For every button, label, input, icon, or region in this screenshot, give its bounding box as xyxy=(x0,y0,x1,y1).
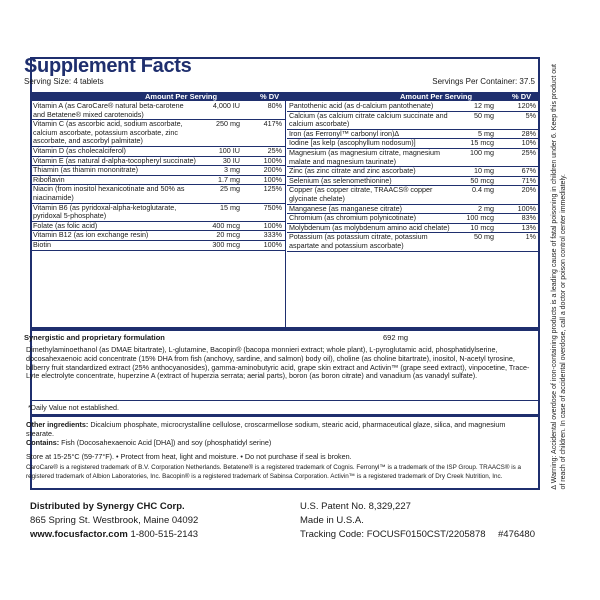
nutrient-dv: 25% xyxy=(521,147,536,157)
nutrient-dv: 100% xyxy=(263,220,282,230)
nutrient-name: Magnesium (as magnesium citrate, magnesium malate and magnesium taurinate) xyxy=(289,147,440,166)
nutrient-amount: 50 mg xyxy=(474,232,494,242)
table-row xyxy=(287,149,539,167)
patent: U.S. Patent No. 8,329,227 xyxy=(300,501,411,512)
table-row xyxy=(287,112,539,130)
other-label: Other ingredients: xyxy=(26,420,89,429)
nutrient-dv: 100% xyxy=(263,239,282,249)
nutrient-name: Calcium (as calcium citrate calcium succinate and calcium ascorbate) xyxy=(289,110,448,129)
column-divider xyxy=(285,101,286,327)
nutrient-amount: 100 IU xyxy=(218,145,240,155)
nutrient-name: Vitamin C (as ascorbic acid, sodium ascorbate, calcium ascorbate, potassium ascorbate, zinc ascorbate, and ascorbyl palmitate) xyxy=(33,119,183,146)
nutrient-amount: 100 mg xyxy=(470,147,494,157)
nutrient-dv: 100% xyxy=(263,174,282,184)
nutrient-amount: 4,000 IU xyxy=(212,101,240,110)
other-ingredients xyxy=(26,421,532,447)
nutrient-amount: 25 mg xyxy=(220,184,240,194)
phone: 1-800-515-2143 xyxy=(127,529,199,540)
nutrient-name: Vitamin B6 (as pyridoxal-alpha-ketoglutarate, pyridoxal 5-phosphate) xyxy=(33,202,177,221)
table-row xyxy=(31,241,285,251)
other-text: Dicalcium phosphate, microcrystalline cellulose, croscarmellose sodium, stearic acid, pharmaceutical glaze, silica, and magnesium stearate. xyxy=(26,420,506,438)
table-row xyxy=(287,233,539,251)
nutrient-amount: 100 mcg xyxy=(466,213,494,223)
nutrient-dv: 10% xyxy=(521,138,536,148)
proprietary-ingredients: Dimethylaminoethanol (as DMAE bitartrate), L-glutamine, Bacopin® (bacopa monnieri extract; whole plant), L-pyroglutamic acid, phosphatidylserine, docosahexaenoic acid concentrate (15% DHA from fish (anchovy, sardine, and salmon) body oil), choline (as choline bitartrate), inositol, N-acetyl tyrosine, bilberry fruit standardized extract (25% anthocyanosides), gamma-aminobutyric acid, grape skin extract and Activin™ (grape seed extract), vinpocetine, Trace-Lyte electrolyte concentrate, huperzine A (extract of huperzia serrata; aerial parts), boron (as boron citrate) and vanadium (as vanadyl sulfate). xyxy=(26,345,530,381)
contains-label: Contains: xyxy=(26,437,60,447)
nutrient-amount: 15 mg xyxy=(220,202,240,212)
nutrient-name: Manganese (as manganese citrate) xyxy=(289,203,403,213)
nutrient-dv: 1% xyxy=(525,232,536,242)
nutrient-amount: 400 mcg xyxy=(212,220,240,230)
nutrient-amount: 10 mg xyxy=(474,166,494,176)
nutrient-amount: 1.7 mg xyxy=(218,174,240,184)
nutrient-dv: 100% xyxy=(517,203,536,213)
nutrient-name: Biotin xyxy=(33,239,51,249)
daily-value-note: *Daily Value not established. xyxy=(28,403,119,412)
left-dv-header: % DV xyxy=(260,92,280,101)
panel-title: Supplement Facts xyxy=(24,55,192,77)
nutrient-name: Selenium (as selenomethionine) xyxy=(289,175,392,185)
nutrient-amount: 2 mg xyxy=(478,203,494,213)
nutrient-amount: 250 mg xyxy=(216,119,240,129)
nutrient-name: Pantothenic acid (as d-calcium pantothenate) xyxy=(289,101,434,110)
nutrient-amount: 50 mg xyxy=(474,110,494,120)
table-row xyxy=(287,186,539,204)
section-bar xyxy=(30,327,540,331)
nutrient-dv: 20% xyxy=(521,185,536,195)
table-row xyxy=(31,166,285,176)
right-amount-header: Amount Per Serving xyxy=(400,92,473,101)
distributor-block xyxy=(30,500,300,542)
table-row xyxy=(31,231,285,241)
nutrient-name: Vitamin E (as natural d-alpha-tocopheryl succinate) xyxy=(33,155,196,165)
nutrient-name: Vitamin A (as CaroCare® natural beta-carotene and Betatene® mixed carotenoids) xyxy=(33,101,184,119)
nutrient-amount: 300 mcg xyxy=(212,239,240,249)
trademark-notes: CaroCare® is a registered trademark of B.V. Corporation Netherlands. Betatene® is a registered trademark of Cognis. Ferronyl™ is a trademark of the ISP Group. TRAACS® is a registered trademark of Albion Laboratories, Inc. Bacopin® is a registered trademark of Sabinsa Corporation. Activin™ is a registered trademark of Dry Creek Nutrition, Inc. xyxy=(26,464,522,480)
servings-per-container: Servings Per Container: 37.5 xyxy=(432,77,535,86)
nutrient-name: Thiamin (as thiamin mononitrate) xyxy=(33,165,139,175)
proprietary-title: Synergistic and proprietary formulation xyxy=(24,333,165,342)
table-row xyxy=(31,185,285,203)
nutrient-name: Molybdenum (as molybdenum amino acid chelate) xyxy=(289,222,450,232)
warning-strip xyxy=(540,57,580,490)
made-in: Made in U.S.A. xyxy=(300,515,364,526)
right-nutrient-table xyxy=(287,102,539,252)
nutrient-amount: 12 mg xyxy=(474,101,494,110)
nutrient-dv: 5% xyxy=(525,110,536,120)
nutrient-dv: 417% xyxy=(263,119,282,129)
nutrient-dv: 28% xyxy=(521,128,536,138)
nutrient-name: Vitamin D (as cholecalciferol) xyxy=(33,145,126,155)
nutrient-name: Iron (as Ferronyl™ carbonyl iron)∆ xyxy=(289,128,399,138)
nutrient-amount: 50 mcg xyxy=(470,175,494,185)
nutrient-name: Iodine [as kelp (ascophyllum nodosum)] xyxy=(289,138,416,148)
nutrient-dv: 120% xyxy=(517,101,536,110)
storage-note: Store at 15-25°C (59-77°F). • Protect from heat, light and moisture. • Do not purchase if seal is broken. xyxy=(26,452,352,461)
nutrient-name: Folate (as folic acid) xyxy=(33,220,98,230)
nutrient-dv: 71% xyxy=(521,175,536,185)
contains-text: Fish (Docosahexaenoic Acid [DHA]) and soy (phosphatidyl serine) xyxy=(61,437,272,447)
tracking-code: Tracking Code: FOCUSF0150CST/2205878 xyxy=(300,529,486,540)
nutrient-name: Riboflavin xyxy=(33,174,65,184)
nutrient-dv: 80% xyxy=(267,101,282,110)
nutrient-name: Chromium (as chromium polynicotinate) xyxy=(289,213,417,223)
nutrient-name: Potassium (as potassium citrate, potassium aspartate and potassium ascorbate) xyxy=(289,232,428,250)
nutrient-dv: 83% xyxy=(521,213,536,223)
nutrient-amount: 10 mcg xyxy=(470,222,494,232)
nutrient-dv: 100% xyxy=(263,155,282,165)
left-amount-header: Amount Per Serving xyxy=(145,92,218,101)
nutrient-name: Copper (as copper citrate, TRAACS® copper glycinate chelate) xyxy=(289,185,433,203)
table-row xyxy=(31,204,285,222)
nutrient-amount: 3 mg xyxy=(224,165,240,175)
website-link[interactable]: www.focusfactor.com xyxy=(30,529,128,540)
serving-size: Serving Size: 4 tablets xyxy=(24,77,104,86)
dv-divider xyxy=(30,400,540,401)
nutrient-amount: 15 mcg xyxy=(470,138,494,148)
nutrient-dv: 25% xyxy=(267,145,282,155)
right-dv-header: % DV xyxy=(512,92,532,101)
nutrient-dv: 333% xyxy=(263,230,282,240)
nutrient-name: Vitamin B12 (as ion exchange resin) xyxy=(33,230,149,240)
nutrient-dv: 200% xyxy=(263,165,282,175)
nutrient-amount: 30 IU xyxy=(222,155,240,165)
table-row xyxy=(31,102,285,120)
distributor: Distributed by Synergy CHC Corp. xyxy=(30,501,185,512)
nutrient-amount: 5 mg xyxy=(478,128,494,138)
nutrient-dv: 750% xyxy=(263,202,282,212)
address: 865 Spring St. Westbrook, Maine 04092 xyxy=(30,515,199,526)
panel-bottom-bar xyxy=(30,414,540,417)
nutrient-name: Niacin (from inositol hexanicotinate and 50% as niacinamide) xyxy=(33,184,185,202)
nutrient-amount: 0.4 mg xyxy=(472,185,494,195)
iron-warning: ∆ Warning: Accidental overdose of iron-containing products is a leading cause of fatal poisoning in children under 6. Keep this product out of reach of children. In case of accidental overdose, call a doctor or poison control center immediately. xyxy=(551,64,567,490)
nutrient-dv: 67% xyxy=(521,166,536,176)
item-code: #476480 xyxy=(498,529,535,540)
left-nutrient-table xyxy=(31,102,285,251)
nutrient-dv: 13% xyxy=(521,222,536,232)
nutrient-dv: 125% xyxy=(263,184,282,194)
table-row xyxy=(31,120,285,147)
nutrient-name: Zinc (as zinc citrate and zinc ascorbate) xyxy=(289,166,416,176)
proprietary-amount: 692 mg xyxy=(383,333,409,342)
nutrient-amount: 20 mcg xyxy=(216,230,240,240)
